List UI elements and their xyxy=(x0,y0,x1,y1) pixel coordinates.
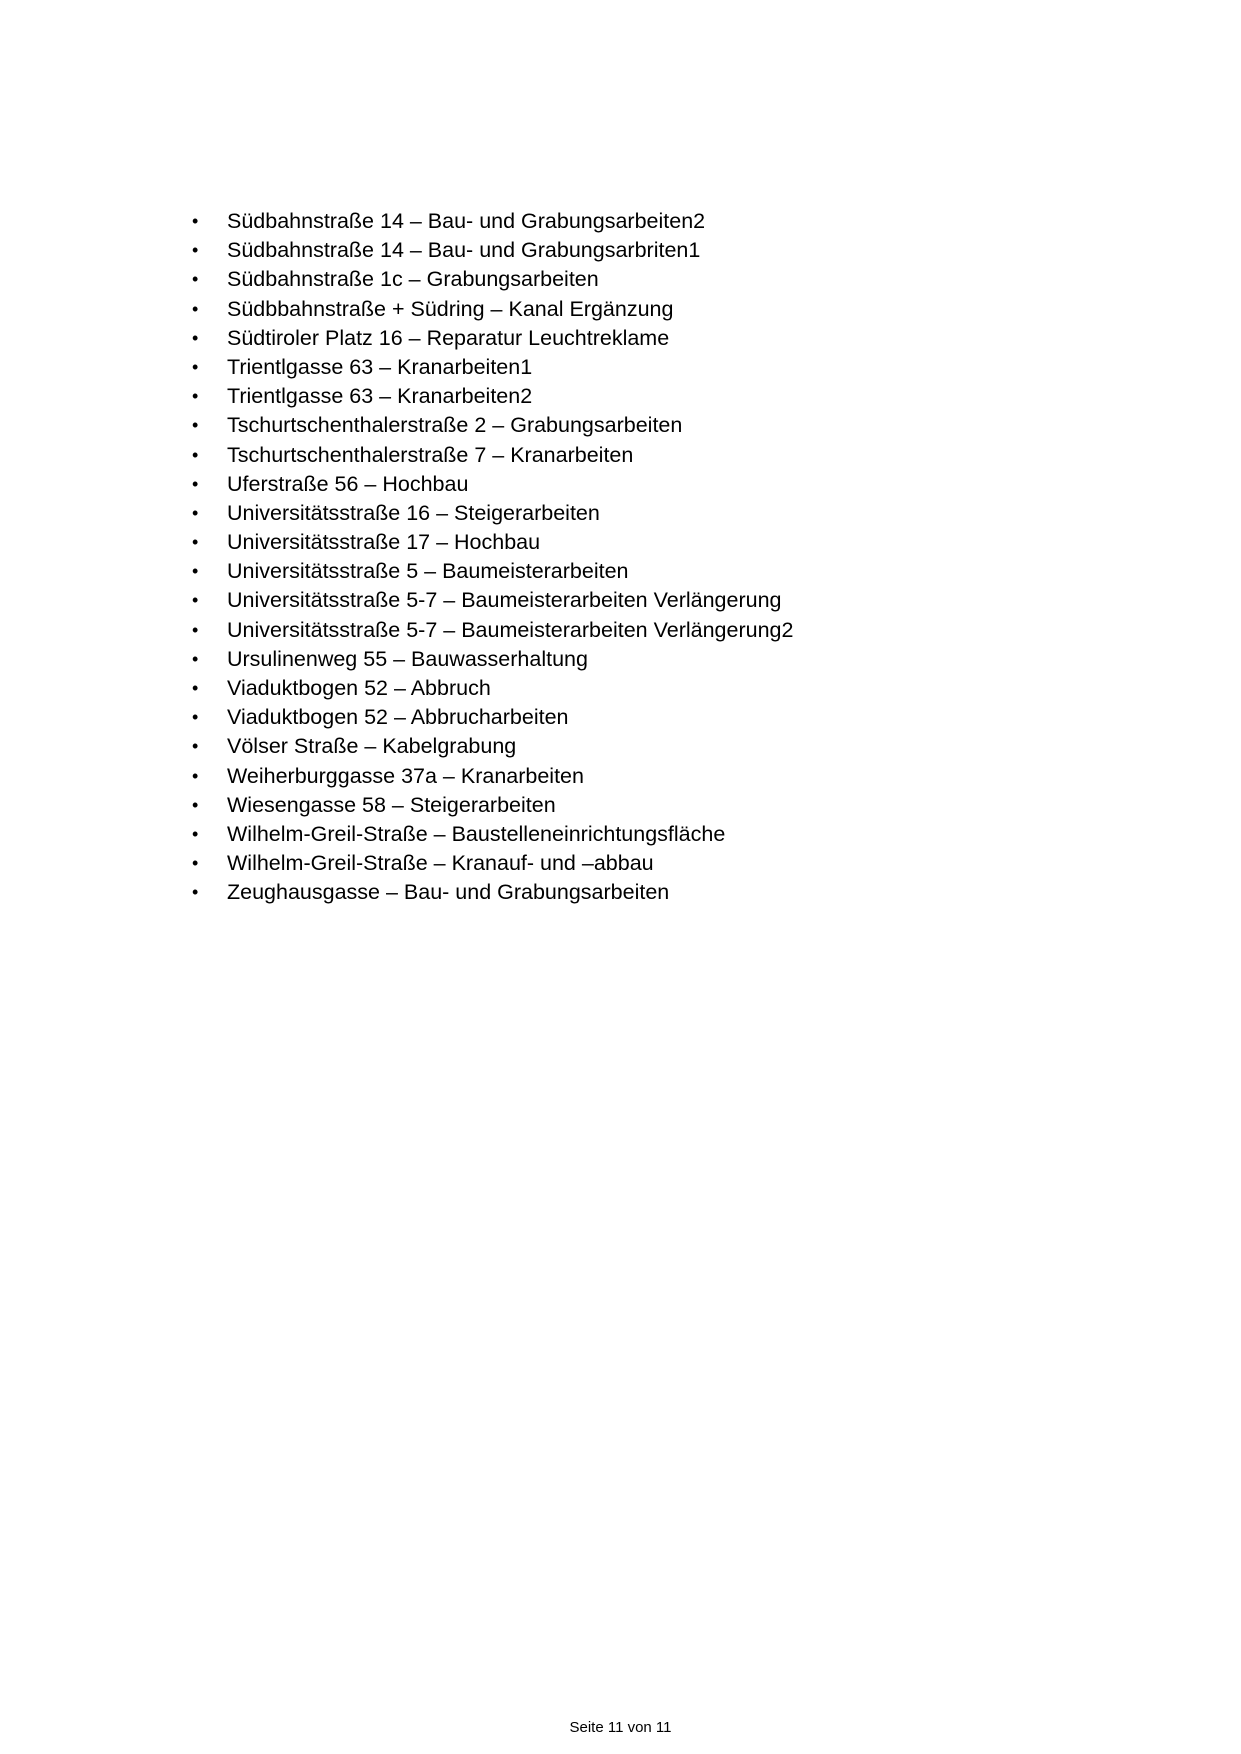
list-item xyxy=(190,616,1090,645)
list-item xyxy=(190,791,1090,820)
page-number-footer: Seite 11 von 11 xyxy=(569,1719,672,1736)
bullet-icon: • xyxy=(192,415,199,436)
list-item xyxy=(190,849,1090,878)
bullet-icon: • xyxy=(192,356,199,377)
bullet-icon: • xyxy=(192,532,199,553)
list-item xyxy=(190,470,1090,499)
list-item xyxy=(190,878,1090,907)
list-item xyxy=(190,703,1090,732)
list-item xyxy=(190,528,1090,557)
list-item xyxy=(190,265,1090,294)
list-item-text: Tschurtschenthalerstraße 7 – Kranarbeiten xyxy=(227,442,634,467)
list-item xyxy=(190,586,1090,615)
list-item xyxy=(190,324,1090,353)
list-item-text: Universitätsstraße 5-7 – Baumeisterarbeiten Verlängerung2 xyxy=(227,617,794,642)
list-item-text: Universitätsstraße 5 – Baumeisterarbeiten xyxy=(227,559,629,584)
list-item-text: Südbahnstraße 14 – Bau- und Grabungsarbriten1 xyxy=(227,238,701,263)
list-item-text: Zeughausgasse – Bau- und Grabungsarbeiten xyxy=(227,880,670,905)
bullet-icon: • xyxy=(192,327,199,348)
bullet-icon: • xyxy=(192,590,199,611)
list-item xyxy=(190,353,1090,382)
list-item-text: Trientlgasse 63 – Kranarbeiten2 xyxy=(227,384,533,409)
list-item xyxy=(190,411,1090,440)
list-item xyxy=(190,499,1090,528)
list-item xyxy=(190,382,1090,411)
list-item-text: Südbahnstraße 1c – Grabungsarbeiten xyxy=(227,267,599,292)
list-item-text: Völser Straße – Kabelgrabung xyxy=(227,734,517,759)
list-item-text: Viaduktbogen 52 – Abbruch xyxy=(227,676,491,700)
list-item-text: Universitätsstraße 17 – Hochbau xyxy=(227,530,541,555)
list-item-text: Weiherburggasse 37a – Kranarbeiten xyxy=(227,763,584,788)
list-item xyxy=(190,732,1090,761)
bullet-icon: • xyxy=(192,269,199,290)
list-item-text: Südbahnstraße 14 – Bau- und Grabungsarbeiten2 xyxy=(227,209,706,233)
list-item xyxy=(190,674,1090,703)
bulleted-list xyxy=(190,207,1090,908)
list-item-text: Tschurtschenthalerstraße 2 – Grabungsarbeiten xyxy=(227,413,683,438)
list-item-text: Uferstraße 56 – Hochbau xyxy=(227,471,469,496)
list-item-text: Wilhelm-Greil-Straße – Kranauf- und –abbau xyxy=(227,851,654,876)
list-item-text: Wilhelm-Greil-Straße – Baustelleneinrichtungsfläche xyxy=(227,821,726,846)
list-item xyxy=(190,645,1090,674)
list-item xyxy=(190,820,1090,849)
bullet-icon: • xyxy=(192,765,199,786)
bullet-icon: • xyxy=(192,853,199,874)
list-item-text: Ursulinenweg 55 – Bauwasserhaltung xyxy=(227,646,588,671)
list-item xyxy=(190,295,1090,324)
list-item-text: Viaduktbogen 52 – Abbrucharbeiten xyxy=(227,705,569,730)
list-item-text: Südbbahnstraße + Südring – Kanal Ergänzung xyxy=(227,296,674,321)
bullet-icon: • xyxy=(192,678,199,698)
list-item-text: Trientlgasse 63 – Kranarbeiten1 xyxy=(227,354,533,379)
list-item xyxy=(190,441,1090,470)
bullet-icon: • xyxy=(192,648,199,669)
list-item xyxy=(190,236,1090,265)
list-item-text: Universitätsstraße 16 – Steigerarbeiten xyxy=(227,500,600,525)
bullet-icon: • xyxy=(192,386,199,407)
list-item-text: Südtiroler Platz 16 – Reparatur Leuchtreklame xyxy=(227,325,670,350)
bullet-icon: • xyxy=(192,707,199,728)
list-item xyxy=(190,762,1090,791)
list-item-text: Universitätsstraße 5-7 – Baumeisterarbeiten Verlängerung xyxy=(227,588,782,613)
bullet-icon: • xyxy=(192,882,199,903)
bullet-icon: • xyxy=(192,211,199,231)
bullet-icon: • xyxy=(192,823,199,844)
bullet-icon: • xyxy=(192,473,199,494)
bullet-icon: • xyxy=(192,298,199,319)
bullet-icon: • xyxy=(192,502,199,523)
bullet-icon: • xyxy=(192,736,199,757)
bullet-icon: • xyxy=(192,794,199,815)
bullet-icon: • xyxy=(192,444,199,465)
bullet-icon: • xyxy=(192,240,199,261)
list-item xyxy=(190,557,1090,586)
bullet-icon: • xyxy=(192,619,199,640)
bullet-icon: • xyxy=(192,561,199,582)
list-item xyxy=(190,207,1090,236)
list-item-text: Wiesengasse 58 – Steigerarbeiten xyxy=(227,792,556,817)
